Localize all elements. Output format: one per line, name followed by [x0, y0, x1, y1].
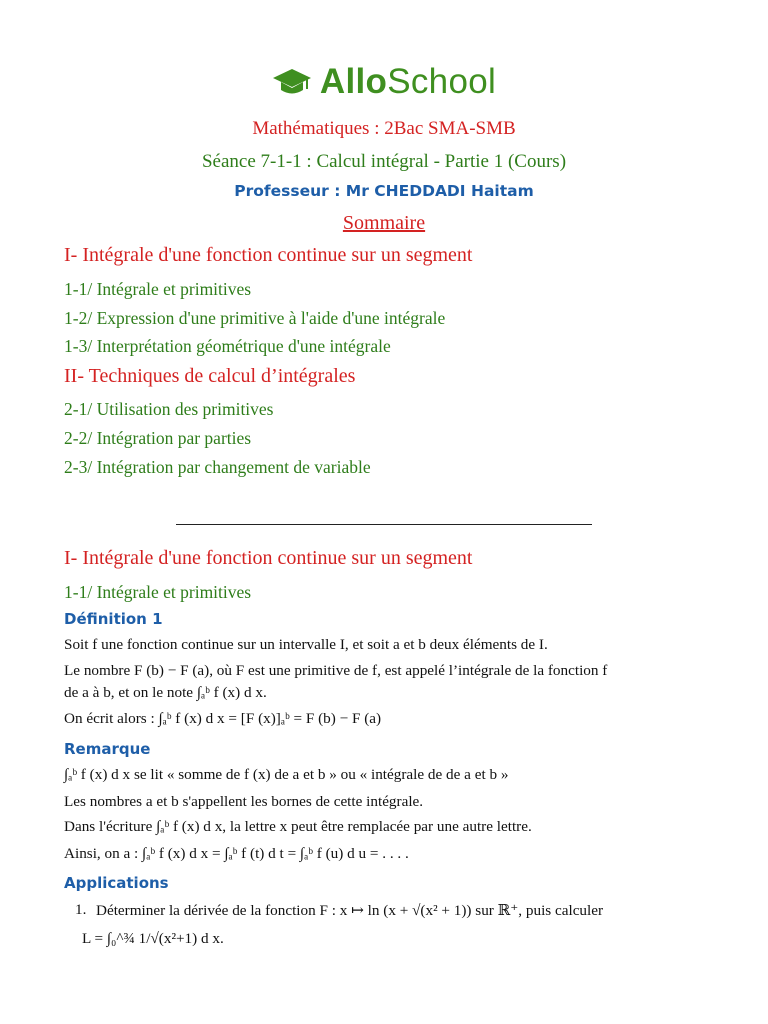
remarque-line-4: Ainsi, on a : ∫ₐᵇ f (x) d x = ∫ₐᵇ f (t) d t = ∫ₐᵇ f (u) d u = . . . . — [64, 845, 409, 862]
remarque-line-2: Les nombres a et b s'appellent les bornes de cette intégrale. — [64, 793, 424, 810]
subject-title: Mathématiques : 2Bac SMA-SMB — [252, 118, 516, 139]
remarque-title: Remarque — [64, 740, 151, 758]
definition-line-1: Soit f une fonction continue sur un intervalle I, et soit a et b deux éléments de I. — [64, 636, 548, 653]
toc-item-2-2: 2-2/ Intégration par parties — [64, 428, 252, 448]
application-line-2: L = ∫₀^¾ 1/√(x²+1) d x. — [82, 930, 224, 947]
sommaire-heading: Sommaire — [342, 212, 426, 234]
graduation-cap-icon — [272, 67, 312, 97]
definition-line-3: de a à b, et on le note ∫ₐᵇ f (x) d x. — [64, 684, 267, 701]
toc-item-1-3: 1-3/ Interprétation géométrique d'une intégrale — [64, 336, 391, 356]
definition-line-2: Le nombre F (b) − F (a), où F est une primitive de f, est appelé l’intégrale de la fonction f — [64, 662, 608, 679]
subsection-heading: 1-1/ Intégrale et primitives — [64, 582, 252, 602]
application-number: 1. — [75, 901, 87, 918]
seance-title: Séance 7-1-1 : Calcul intégral - Partie 1 (Cours) — [201, 151, 567, 172]
alloschool-logo — [0, 62, 768, 102]
toc-part-1: I- Intégrale d'une fonction continue sur un segment — [64, 244, 473, 266]
application-line-1: Déterminer la dérivée de la fonction F : x ↦ ln (x + √(x² + 1)) sur ℝ⁺, puis calculer — [96, 902, 604, 919]
remarque-line-3: Dans l'écriture ∫ₐᵇ f (x) d x, la lettre x peut être remplacée par une autre lettre. — [64, 818, 532, 835]
toc-part-2: II- Techniques de calcul d’intégrales — [64, 365, 356, 387]
professor-name: Professeur : Mr CHEDDADI Haitam — [234, 182, 534, 200]
toc-item-1-1: 1-1/ Intégrale et primitives — [64, 279, 252, 299]
toc-item-1-2: 1-2/ Expression d'une primitive à l'aide d'une intégrale — [64, 308, 446, 328]
remarque-line-1: ∫ₐᵇ f (x) d x se lit « somme de f (x) de a et b » ou « intégrale de de a et b » — [64, 766, 509, 783]
section-heading: I- Intégrale d'une fonction continue sur un segment — [64, 547, 473, 569]
definition-line-4: On écrit alors : ∫ₐᵇ f (x) d x = [F (x)]ₐᵇ = F (b) − F (a) — [64, 710, 382, 727]
applications-title: Applications — [64, 874, 169, 892]
logo-text: AlloSchool — [319, 62, 497, 101]
definition-title: Définition 1 — [64, 610, 163, 628]
section-divider — [176, 524, 592, 525]
toc-item-2-3: 2-3/ Intégration par changement de variable — [64, 457, 371, 477]
toc-item-2-1: 2-1/ Utilisation des primitives — [64, 399, 274, 419]
